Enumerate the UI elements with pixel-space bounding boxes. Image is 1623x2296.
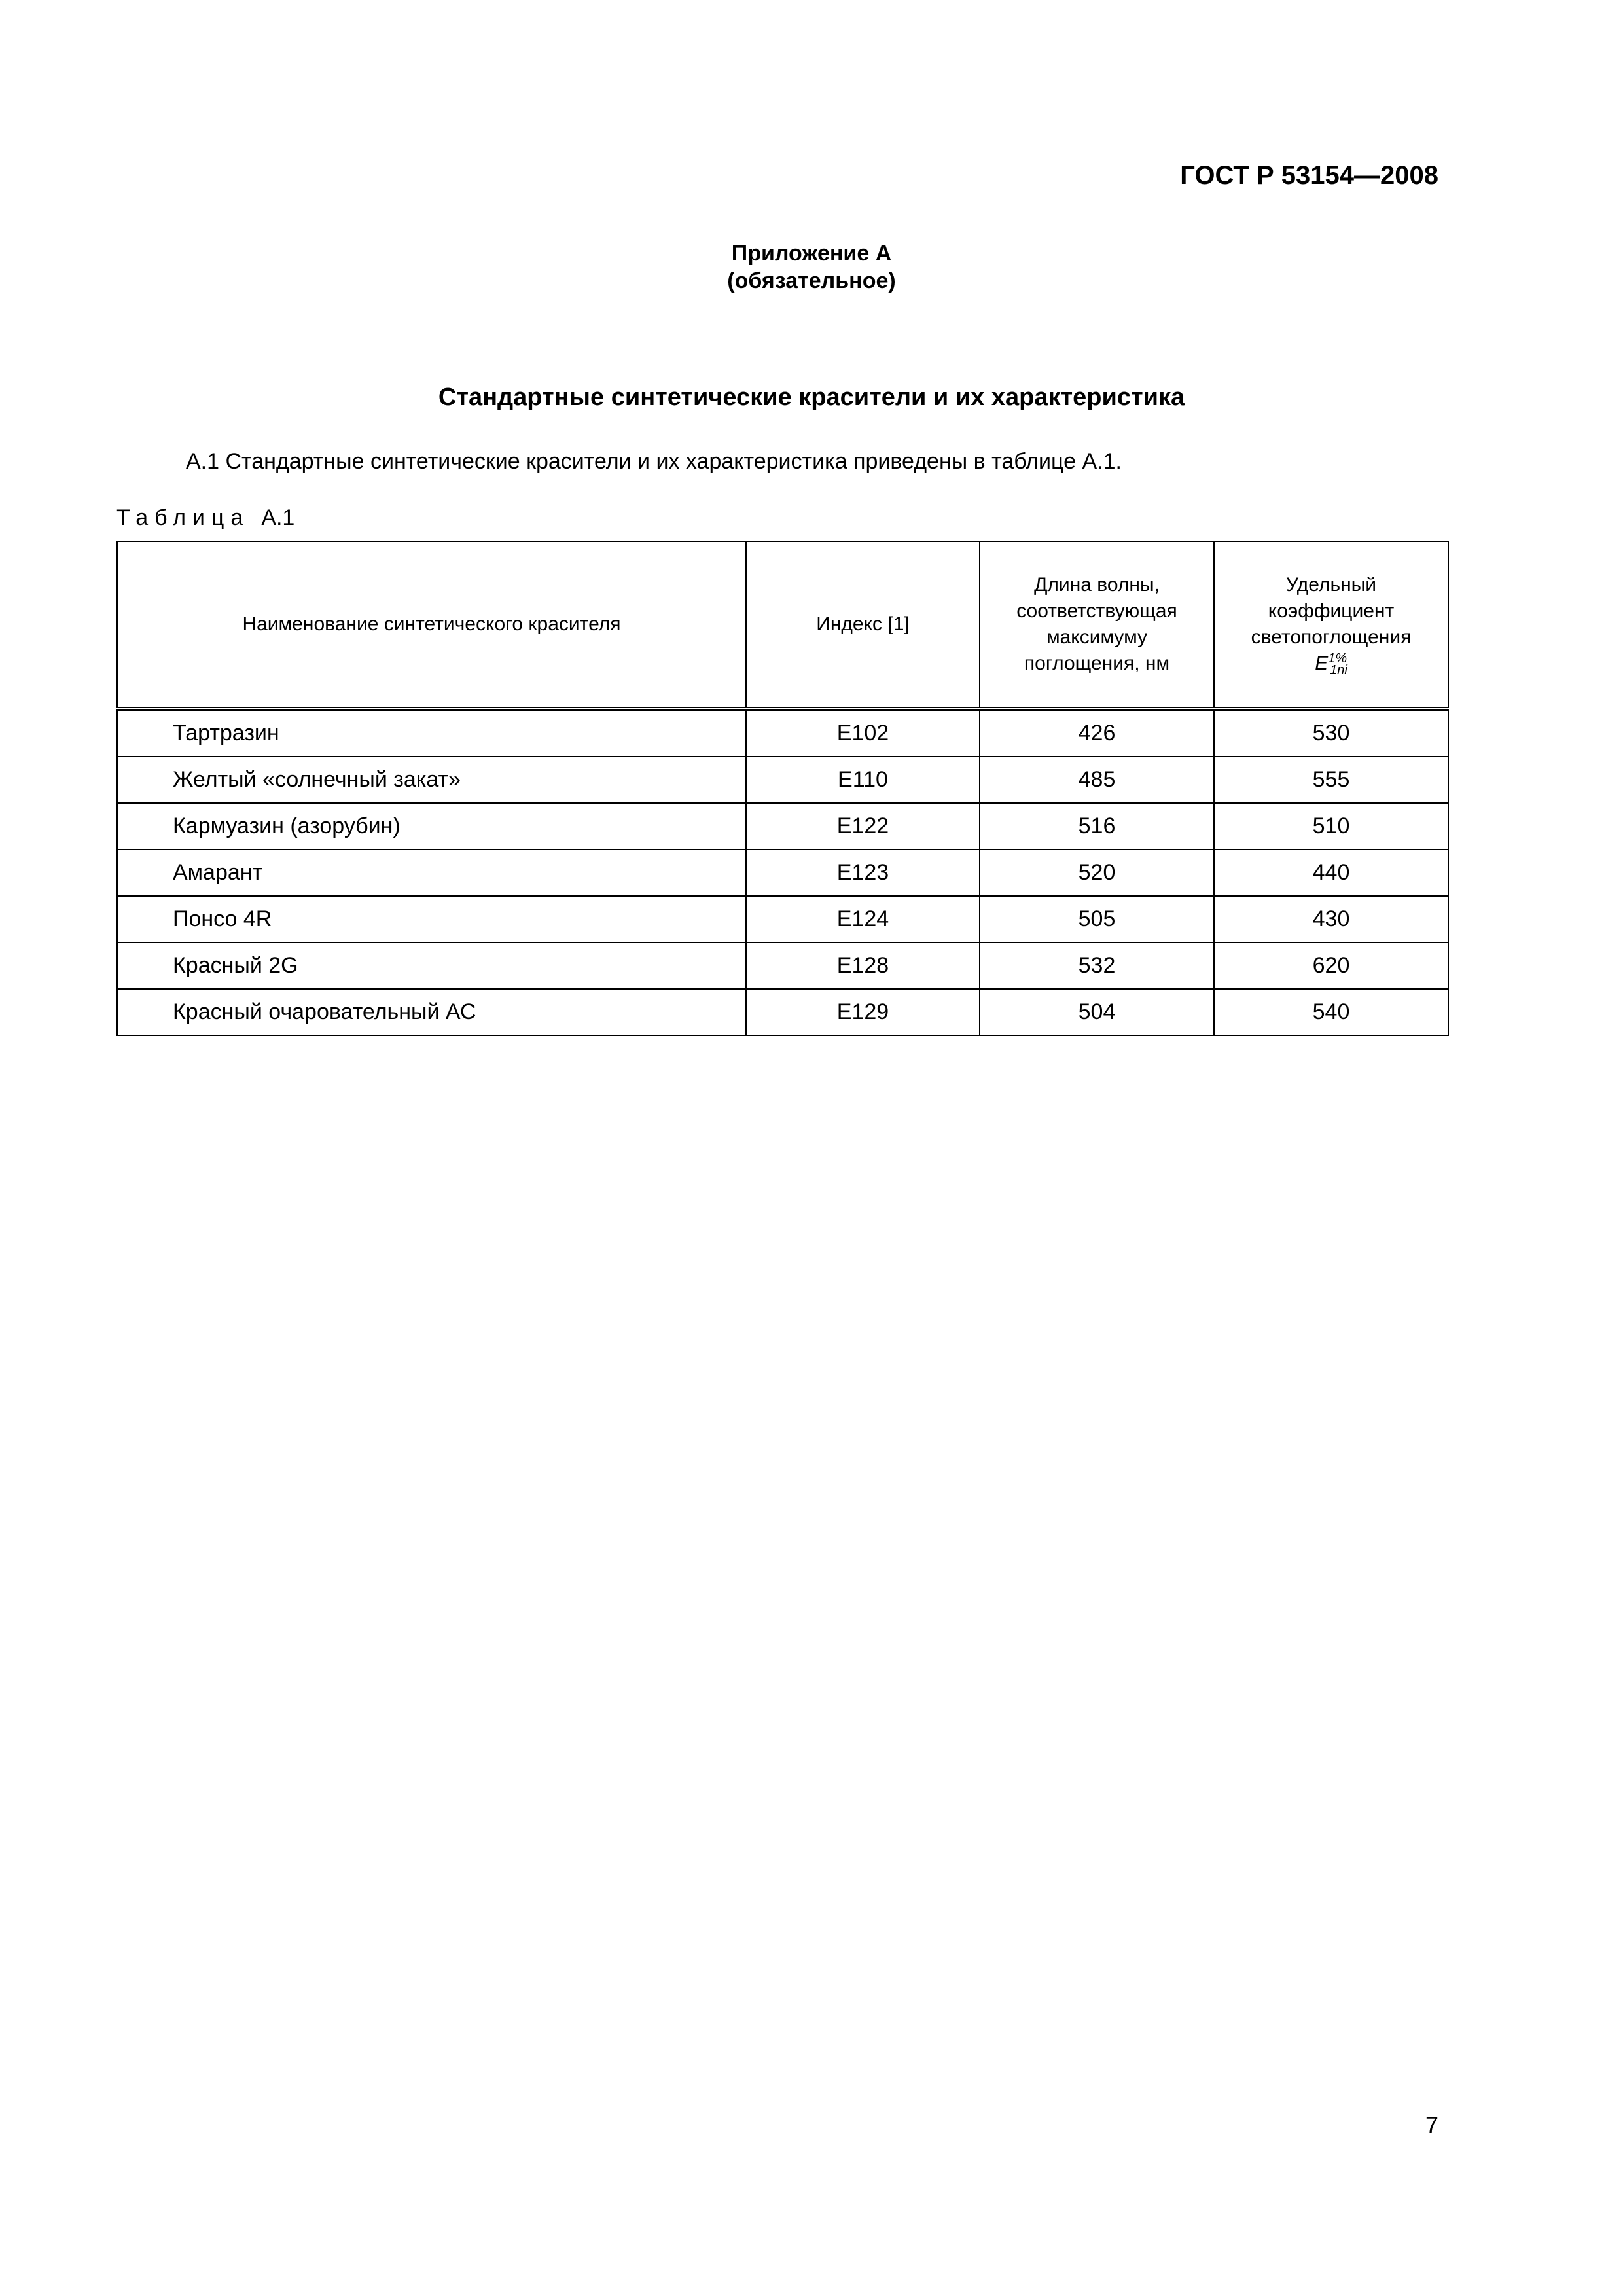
header-coefficient (1214, 541, 1448, 709)
cell-wavelength: 516 (980, 803, 1214, 850)
appendix-heading (0, 240, 1623, 295)
cell-index: Е110 (746, 757, 980, 803)
cell-wavelength: 426 (980, 709, 1214, 757)
table-row (117, 850, 1448, 896)
cell-index: Е102 (746, 709, 980, 757)
table-row (117, 989, 1448, 1035)
cell-wavelength: 504 (980, 989, 1214, 1035)
cell-index: Е129 (746, 989, 980, 1035)
dyes-table (116, 541, 1449, 1036)
cell-index: Е123 (746, 850, 980, 896)
cell-wavelength: 520 (980, 850, 1214, 896)
cell-coefficient: 540 (1214, 989, 1448, 1035)
table-row (117, 757, 1448, 803)
cell-coefficient: 555 (1214, 757, 1448, 803)
header-wavelength: Длина волны, соответствующая максимуму поглощения, нм (980, 541, 1214, 709)
table-row (117, 709, 1448, 757)
cell-name: Амарант (117, 850, 746, 896)
header-name: Наименование синтетического красителя (117, 541, 746, 709)
table-caption-number: А.1 (261, 505, 295, 530)
cell-coefficient: 620 (1214, 942, 1448, 989)
appendix-status: (обязательное) (727, 268, 896, 293)
cell-name: Красный 2G (117, 942, 746, 989)
cell-coefficient: 440 (1214, 850, 1448, 896)
cell-name: Понсо 4R (117, 896, 746, 942)
cell-index: Е124 (746, 896, 980, 942)
cell-name: Красный очаровательный АС (117, 989, 746, 1035)
formula-superscript: 1% (1328, 651, 1347, 666)
cell-index: Е122 (746, 803, 980, 850)
cell-name: Тартразин (117, 709, 746, 757)
page-number: 7 (1425, 2111, 1438, 2138)
intro-paragraph: А.1 Стандартные синтетические красители и их характеристика приведены в таблице А.1. (186, 449, 1122, 474)
header-coefficient-label: Удельный коэффициент светопоглощения (1251, 574, 1412, 648)
cell-name: Желтый «солнечный закат» (117, 757, 746, 803)
cell-wavelength: 485 (980, 757, 1214, 803)
appendix-title: Приложение А (731, 241, 892, 266)
formula-symbol: E (1315, 653, 1329, 674)
table-caption-word: Таблица (116, 505, 250, 530)
cell-wavelength: 532 (980, 942, 1214, 989)
cell-wavelength: 505 (980, 896, 1214, 942)
header-index: Индекс [1] (746, 541, 980, 709)
table-row (117, 896, 1448, 942)
formula-subscript: 1ni (1330, 663, 1347, 677)
table-header-row (117, 541, 1448, 709)
cell-coefficient: 510 (1214, 803, 1448, 850)
cell-index: Е128 (746, 942, 980, 989)
coefficient-formula (1315, 651, 1347, 677)
cell-coefficient: 430 (1214, 896, 1448, 942)
cell-name: Кармуазин (азорубин) (117, 803, 746, 850)
table-row (117, 942, 1448, 989)
section-title: Стандартные синтетические красители и их характеристика (438, 384, 1185, 411)
cell-coefficient: 530 (1214, 709, 1448, 757)
table-caption (116, 505, 294, 531)
table-row (117, 803, 1448, 850)
document-code: ГОСТ Р 53154—2008 (1180, 161, 1438, 190)
